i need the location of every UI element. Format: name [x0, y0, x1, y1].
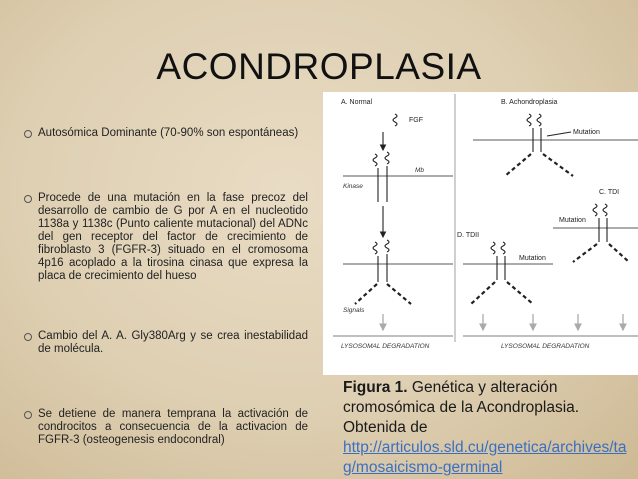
panel-b-label: B. Achondroplasia [501, 99, 558, 106]
bullet-text: Procede de una mutación en la fase precoz del desarrollo de cambio de G por A en el nucleotido 1138a y 1138c (Punto caliente mutacional) del ADNc del gen receptor del factor de crecimiento de fibroblasto 3 (FGFR-3) situado en el cromosoma 4p16 acoplado a la tirosina cinasa que expresa la placa de crecimiento del hueso [38, 192, 308, 282]
receptor-coil-left-2 [373, 242, 377, 254]
bullet-circle-icon [24, 195, 32, 203]
bullet-circle-icon [24, 411, 32, 419]
panel-a-normal [343, 114, 453, 330]
panel-c-tdi [553, 204, 638, 262]
mutation-d-label: Mutation [519, 255, 546, 262]
fgfr3-figure [323, 92, 638, 375]
source-link[interactable]: http://articulos.sld.cu/genetica/archives/tag/mosaicismo-germinal [343, 439, 627, 476]
lysosomal-label-left: LYSOSOMAL DEGRADATION [341, 343, 430, 350]
bullet-circle-icon [24, 333, 32, 341]
lysosomal-label-right: LYSOSOMAL DEGRADATION [501, 343, 590, 350]
bullet-text: Se detiene de manera temprana la activación de condrocitos a consecuencia de la activacion de FGFR-3 (osteogenesis endocondral) [38, 408, 308, 446]
signals-label: Signals [343, 307, 365, 314]
caption-label: Figura 1. [343, 379, 408, 396]
fgf-label: FGF [409, 117, 423, 124]
b-arrow-left [505, 154, 531, 176]
signal-arrow-left [355, 284, 377, 304]
bullet-circle-icon [24, 130, 32, 138]
bullet-item [38, 330, 308, 356]
mutation-b-label: Mutation [573, 129, 600, 136]
figure-caption [343, 378, 635, 478]
panel-a-label: A. Normal [341, 99, 373, 106]
fgfr3-diagram [323, 92, 638, 375]
panel-c-label: C. TDI [599, 189, 620, 196]
fgf-ligand [393, 114, 397, 126]
b-arrow-right [543, 154, 573, 176]
bullet-text: Autosómica Dominante (70-90% son espontáneas) [38, 127, 299, 139]
bullet-item [38, 127, 308, 140]
receptor-coil-right [385, 152, 389, 164]
panel-b-achondroplasia [473, 114, 638, 176]
mb-label: Mb [415, 167, 425, 174]
slide-title: ACONDROPLASIA [156, 46, 482, 87]
panel-d-tdii [463, 242, 553, 304]
kinase-label: Kinase [343, 183, 363, 190]
panel-d-label: D. TDII [457, 232, 480, 239]
mutation-c-label: Mutation [559, 217, 586, 224]
receptor-coil-left [373, 154, 377, 166]
bullet-text: Cambio del A. A. Gly380Arg y se crea inestabilidad de molécula. [38, 330, 308, 355]
bullet-item [38, 408, 308, 447]
bullet-item [38, 192, 308, 283]
caption-text: Genética y alteración cromosómica de la Acondroplasia. Obtenida de [343, 379, 580, 436]
receptor-coil-right-2 [385, 240, 389, 252]
signal-arrow-right [387, 284, 411, 304]
